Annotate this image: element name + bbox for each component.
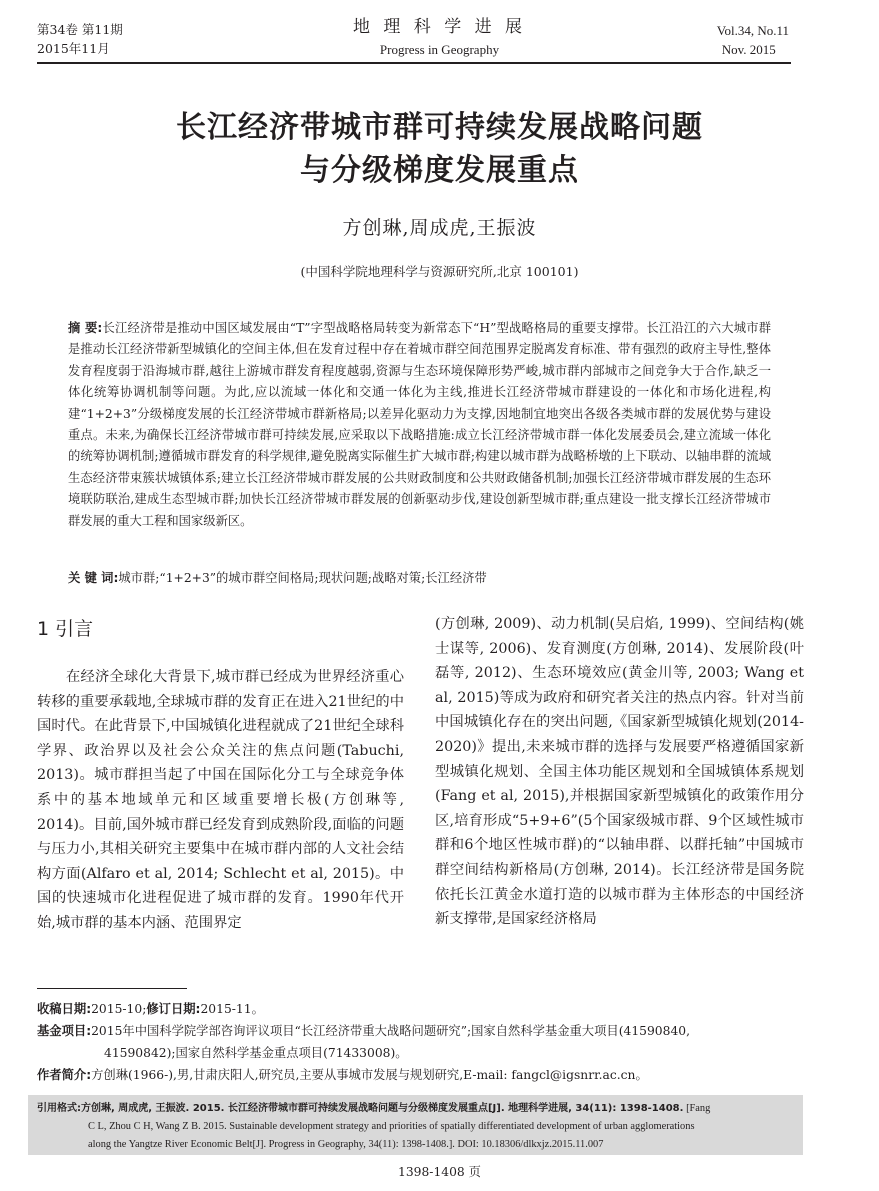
revised-date: 2015-11。 — [200, 1002, 264, 1016]
citation-line-3: along the Yangtze River Economic Belt[J]. Progress in Geography, 34(11): 1398-1408.]. DOI: 10.18306/dlkxjz.2015.11.007 — [88, 1139, 604, 1150]
fund-label: 基金项目: — [37, 1024, 92, 1038]
keywords-text: 城市群;“1+2+3”的城市群空间格局;现状问题;战略对策;长江经济带 — [118, 571, 487, 585]
footnotes — [37, 998, 805, 1086]
revised-label: 修订日期: — [146, 1002, 201, 1016]
title-line-2: 与分级梯度发展重点 — [300, 153, 579, 188]
citation-line-1 — [37, 1100, 799, 1118]
keywords — [68, 568, 771, 589]
date-en: Nov. 2015 — [721, 42, 776, 57]
body-column-left: 在经济全球化大背景下,城市群已经成为世界经济重心转移的重要承载地,全球城市群的发育正在进入21世纪的中国时代。在此背景下,中国城镇化进程就成了21世纪全球科学界、政治界以及社会公众关注的焦点问题(Tabuchi, 2013)。城市群担当起了中国在国际化分工与全球竞争体系中的基本地域单元和区域重要增长极(方创琳等, 2014)。目前,国外城市群已经发育到成熟阶段,面临的问题与压力小,其相关研究主要集中在城市群内部的人文社会结构方面(Alfaro et al, 2014; Schlecht et al, 2015)。中国的快速城市化进程促进了城市群的发育。1990年代开始,城市群的基本内涵、范围界定 — [37, 669, 404, 931]
citation-text — [37, 1100, 799, 1154]
authors: 方创琳,周成虎,王振波 — [342, 217, 537, 239]
abstract-text: 长江经济带是推动中国区域发展由“T”字型战略格局转变为新常态下“H”型战略格局的重要支撑带。长江沿江的六大城市群是推动长江经济带新型城镇化的空间主体,但在发育过程中存在着城市群空间范围界定脱离发育标准、带有强烈的政府主导性,整体发育程度弱于沿海城市群,越往上游城市群发育程度越弱,资源与生态环境保障形势严峻,城市群内部城市之间竞争大于合作,缺乏一体化统筹协调机制等问题。为此,应以流域一体化和交通一体化为主线,推进长江经济带城市群建设的一体化和市场化进程,构建“1+2+3”分级梯度发展的长江经济带城市群新格局;以差异化驱动力为支撑,因地制宜地突出各级各类城市群的发展优势与建设重点。未来,为确保长江经济带城市群可持续发展,应采取以下战略措施:成立长江经济带城市群一体化发展委员会,建立流域一体化的统筹协调机制;遵循城市群发育的科学规律,避免脱离实际催生扩大城市群;构建以城市群为战略桥墩的上下联动、以轴串群的流域生态经济带束簇状城镇体系;建立长江经济带城市群发展的公共财政制度和公共财政储备机制;加强长江经济带城市群发展的生态环境联防联治,建成生态型城市群;加快长江经济带城市群发展的创新驱动步伐,建设创新型城市群;重点建设一批支撑长江经济带城市群发展的重大工程和国家级新区。 — [68, 321, 771, 528]
footnote-fund-continued: 41590842);国家自然科学基金重点项目(71433008)。 — [104, 1046, 408, 1060]
footnote-author — [37, 1064, 805, 1086]
title-line-1: 长江经济带城市群可持续发展战略问题 — [176, 110, 703, 145]
footnote-dates — [37, 998, 805, 1020]
journal-title-en: Progress in Geography — [379, 42, 500, 57]
abstract — [68, 318, 771, 532]
footnote-divider — [37, 988, 187, 989]
page-range: 1398-1408 页 — [398, 1165, 481, 1179]
citation-cn: 方创琳, 周成虎, 王振波. 2015. 长江经济带城市群可持续发展战略问题与分级梯度发展重点[J]. 地理科学进展, 34(11): 1398-1408. — [81, 1103, 684, 1114]
article-title — [0, 106, 879, 192]
abstract-label: 摘 要: — [68, 321, 103, 335]
footnote-fund — [37, 1020, 805, 1042]
author-label: 作者简介: — [37, 1068, 92, 1082]
received-label: 收稿日期: — [37, 1002, 92, 1016]
journal-title-cn: 地 理 科 学 进 展 — [352, 17, 527, 37]
header-volume-en — [717, 21, 789, 59]
volume-issue-en: Vol.34, No.11 — [716, 23, 789, 38]
date-cn: 2015年11月 — [37, 41, 110, 56]
keywords-label: 关 键 词: — [68, 571, 119, 585]
author-text: 方创琳(1966-),男,甘肃庆阳人,研究员,主要从事城市发展与规划研究,E-mail: fangcl@igsnrr.ac.cn。 — [91, 1068, 648, 1082]
citation-en-start: [Fang — [686, 1103, 711, 1114]
citation-label: 引用格式: — [37, 1103, 81, 1114]
body-column-right: (方创琳, 2009)、动力机制(吴启焰, 1999)、空间结构(姚士谋等, 2006)、发育测度(方创琳, 2014)、发展阶段(叶磊等, 2012)、生态环境效应(黄金川等, 2003; Wang et al, 2015)等成为政府和研究者关注的热点内容。针对当前中国城镇化存在的突出问题,《国家新型城镇化规划(2014-2020)》提出,未来城市群的选择与发展要严格遵循国家新型城镇化规划、全国主体功能区规划和全国城镇体系规划(Fang et al, 2015),并根据国家新型城镇化的政策作用分区,培育形成“5+9+6”(5个国家级城市群、9个区域性城市群和6个地区性城市群)的“以轴串群、以群托轴”中国城市群空间结构新格局(方创琳, 2014)。长江经济带是国务院依托长江黄金水道打造的以城市群为主体形态的中国经济新支撑带,是国家经济格局 — [435, 616, 804, 928]
section-heading: 1 引言 — [37, 618, 94, 640]
volume-issue-cn: 第34卷 第11期 — [37, 22, 123, 37]
fund-text: 2015年中国科学院学部咨询评议项目“长江经济带重大战略问题研究”;国家自然科学基金重大项目(41590840, — [91, 1024, 690, 1038]
citation-line-2: C L, Zhou C H, Wang Z B. 2015. Sustainable development strategy and priorities of spatially differentiated development of urban agglomerations — [88, 1121, 695, 1132]
received-date: 2015-10; — [91, 1002, 147, 1016]
header-divider — [37, 62, 791, 64]
affiliation: (中国科学院地理科学与资源研究所,北京 100101) — [300, 264, 579, 279]
